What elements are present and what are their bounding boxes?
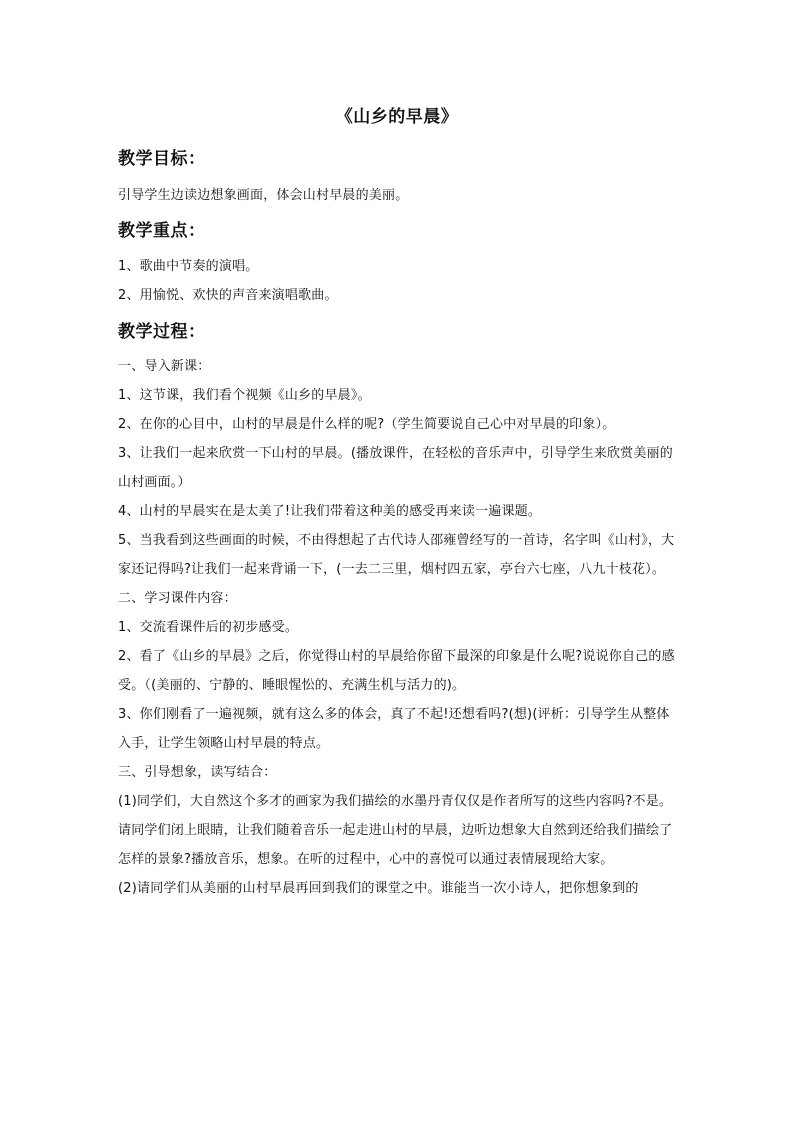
paragraph: 2、在你的心目中，山村的早晨是什么样的呢?（学生简要说自己心中对早晨的印象）。 xyxy=(118,417,616,432)
paragraph: 1、这节课，我们看个视频《山乡的早晨》。 xyxy=(118,388,371,403)
paragraph: (2)请同学们从美丽的山村早晨再回到我们的课堂之中。谁能当一次小诗人，把你想象到的 xyxy=(118,881,639,896)
paragraph: 1、歌曲中节奏的演唱。 xyxy=(118,259,259,274)
paragraph: (1)同学们，大自然这个多才的画家为我们描绘的水墨丹青仅仅是作者所写的这些内容吗?不是。请同学们闭上眼睛，让我们随着音乐一起走进山村的早晨，边听边想象大自然到还给我们描绘了怎样的景象?播放音乐，想象。在听的过程中，心中的喜悦可以通过表情展现给大家。 xyxy=(118,794,673,867)
subsection-heading: 二、学习课件内容： xyxy=(118,591,237,606)
section-heading-objectives: 教学目标： xyxy=(118,149,206,169)
paragraph: 1、交流看课件后的初步感受。 xyxy=(118,620,299,635)
document-title: 《山乡的早晨》 xyxy=(335,107,459,127)
paragraph: 5、当我看到这些画面的时候，不由得想起了古代诗人邵雍曾经写的一首诗，名字叫《山村》，大家还记得吗?让我们一起来背诵一下，(一去二三里，烟村四五家，亭台六七座，八九十枝花）。 xyxy=(118,533,675,577)
subsection-heading: 一、导入新课： xyxy=(118,359,211,374)
document-body xyxy=(118,145,678,903)
section-heading-key-points: 教学重点： xyxy=(118,221,206,241)
paragraph: 3、让我们一起来欣赏一下山村的早晨。(播放课件，在轻松的音乐声中，引导学生来欣赏美丽的山村画面。） xyxy=(118,446,673,490)
paragraph: 3、你们刚看了一遍视频，就有这么多的体会，真了不起!还想看吗?(想)(评析：引导学生从整体入手，让学生领略山村早晨的特点。 xyxy=(118,707,670,751)
paragraph: 2、用愉悦、欢快的声音来演唱歌曲。 xyxy=(118,288,338,303)
subsection-heading: 三、引导想象，读写结合： xyxy=(118,765,277,780)
paragraph: 4、山村的早晨实在是太美了!让我们带着这种美的感受再来读一遍课题。 xyxy=(118,504,542,519)
section-heading-process: 教学过程： xyxy=(118,322,206,342)
paragraph: 引导学生边读边想象画面，体会山村早晨的美丽。 xyxy=(118,188,409,203)
paragraph: 2、看了《山乡的早晨》之后，你觉得山村的早晨给你留下最深的印象是什么呢?说说你自己的感受。（(美丽的、宁静的、睡眼惺忪的、充满生机与活力的)。 xyxy=(118,649,675,693)
